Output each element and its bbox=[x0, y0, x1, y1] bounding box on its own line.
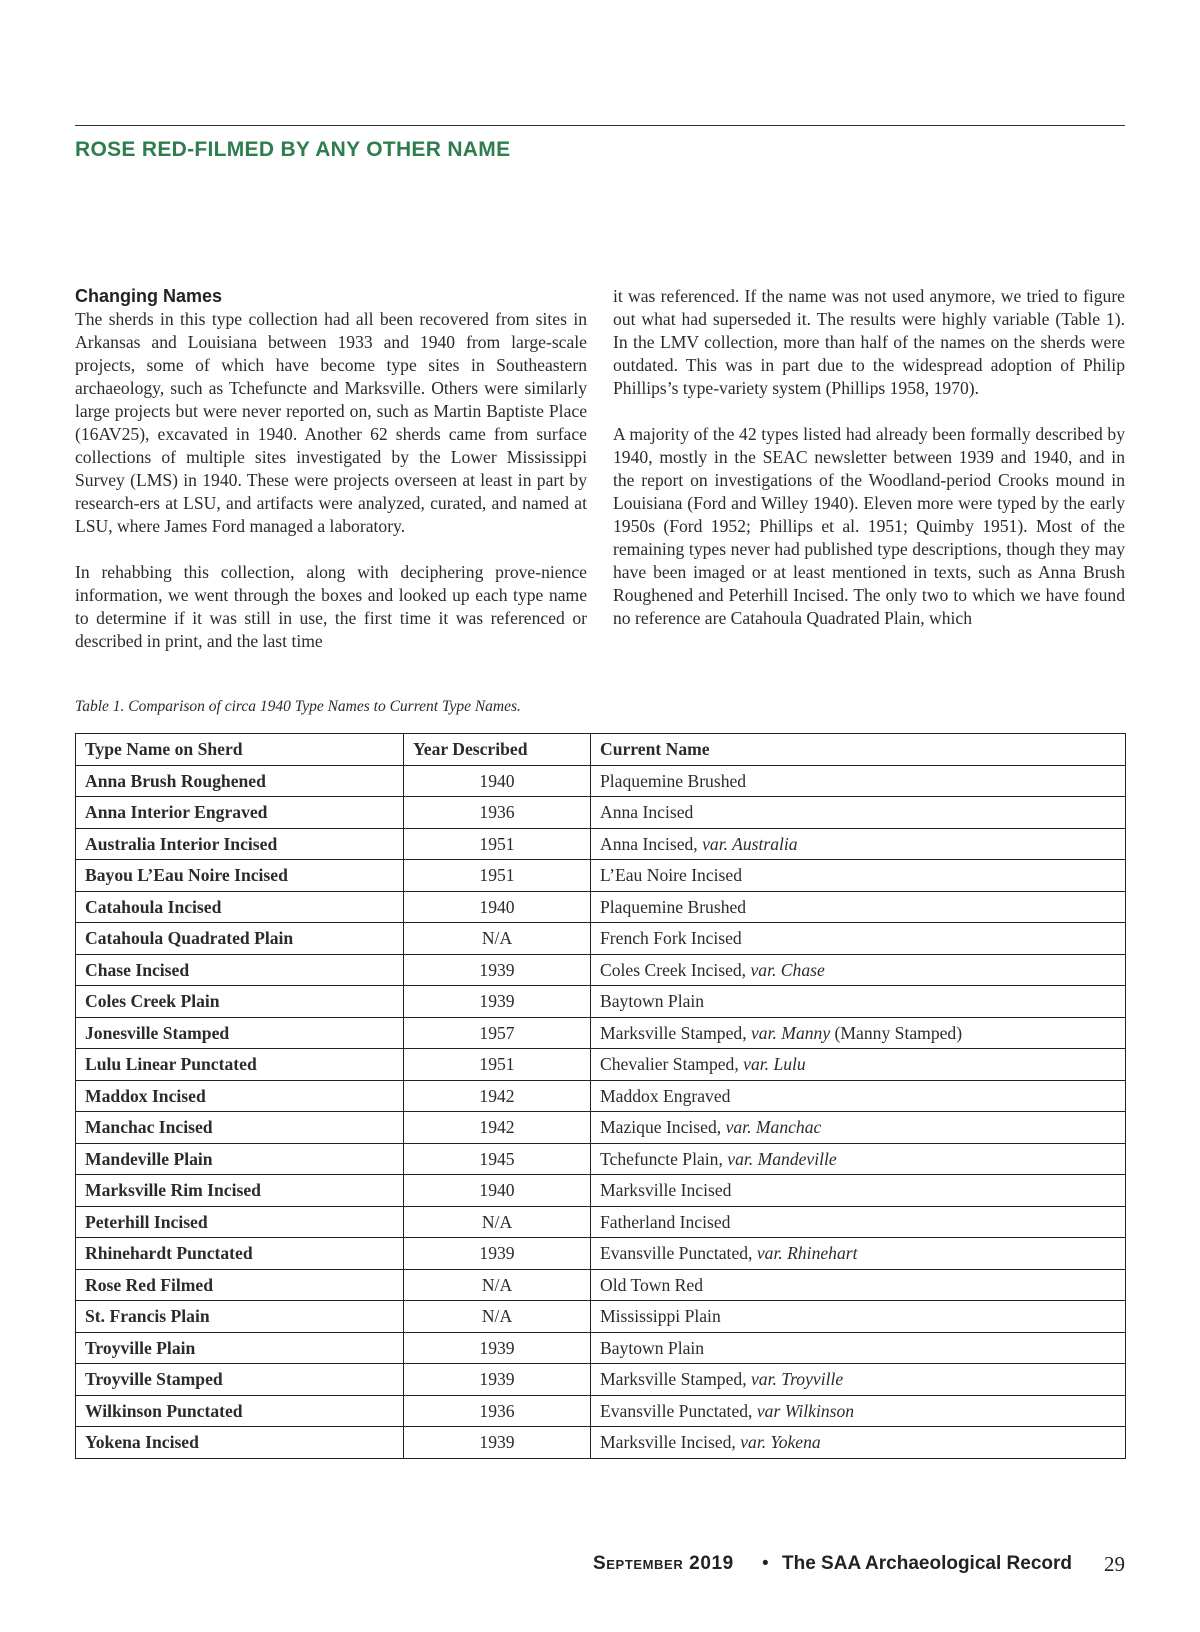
table-row bbox=[76, 1364, 1126, 1396]
footer-journal-title: The SAA Archaeological Record bbox=[782, 1553, 1072, 1574]
cell-year-described: 1957 bbox=[404, 1017, 591, 1049]
table-row bbox=[76, 1269, 1126, 1301]
cell-type-name: Troyville Stamped bbox=[76, 1364, 404, 1396]
cell-year-described: 1939 bbox=[404, 1238, 591, 1270]
current-name-text: Baytown Plain bbox=[600, 1337, 705, 1358]
current-name-suffix: (Manny Stamped) bbox=[830, 1022, 963, 1043]
type-names-table bbox=[75, 733, 1126, 1459]
cell-year-described: 1942 bbox=[404, 1080, 591, 1112]
table-row bbox=[76, 1049, 1126, 1081]
cell-year-described: 1951 bbox=[404, 860, 591, 892]
table-body bbox=[76, 765, 1126, 1458]
cell-current-name bbox=[591, 1364, 1126, 1396]
table-row bbox=[76, 1143, 1126, 1175]
body-paragraph: it was referenced. If the name was not used anymore, we tried to figure out what had superseded it. The results were highly variable (Table 1). In the LMV collection, more than half of the names on the sherds were outdated. This was in part due to the widespread adoption of Philip Phillips’s type-variety system (Phillips 1958, 1970). bbox=[613, 286, 1125, 398]
cell-current-name bbox=[591, 923, 1126, 955]
variety-text: var. Lulu bbox=[743, 1054, 806, 1075]
table-row bbox=[76, 765, 1126, 797]
cell-current-name bbox=[591, 1112, 1126, 1144]
column-header-type-name: Type Name on Sherd bbox=[76, 734, 404, 766]
table-row bbox=[76, 1301, 1126, 1333]
page-number: 29 bbox=[1104, 1552, 1125, 1576]
cell-type-name: Wilkinson Punctated bbox=[76, 1395, 404, 1427]
body-paragraph: In rehabbing this collection, along with deciphering prove-nience information, we went through the boxes and looked up each type name to determine if it was still in use, the first time it was referenced or described in print, and the last time bbox=[75, 562, 587, 651]
cell-current-name bbox=[591, 1175, 1126, 1207]
cell-year-described: 1939 bbox=[404, 1364, 591, 1396]
cell-current-name bbox=[591, 1017, 1126, 1049]
cell-type-name: Chase Incised bbox=[76, 954, 404, 986]
cell-year-described: N/A bbox=[404, 923, 591, 955]
cell-type-name: St. Francis Plain bbox=[76, 1301, 404, 1333]
table-row bbox=[76, 986, 1126, 1018]
current-name-text: Maddox Engraved bbox=[600, 1085, 731, 1106]
cell-type-name: Coles Creek Plain bbox=[76, 986, 404, 1018]
footer-separator: • bbox=[762, 1553, 769, 1574]
cell-year-described: 1942 bbox=[404, 1112, 591, 1144]
cell-year-described: 1936 bbox=[404, 797, 591, 829]
variety-text: var. Troyville bbox=[751, 1369, 844, 1390]
cell-type-name: Troyville Plain bbox=[76, 1332, 404, 1364]
current-name-text: Evansville Punctated, bbox=[600, 1400, 757, 1421]
cell-type-name: Yokena Incised bbox=[76, 1427, 404, 1459]
cell-current-name bbox=[591, 1143, 1126, 1175]
cell-year-described: 1939 bbox=[404, 986, 591, 1018]
header-rule bbox=[75, 125, 1125, 126]
cell-current-name bbox=[591, 891, 1126, 923]
cell-year-described: 1951 bbox=[404, 828, 591, 860]
variety-text: var. Yokena bbox=[740, 1432, 821, 1453]
current-name-text: Coles Creek Incised, bbox=[600, 959, 751, 980]
table-row bbox=[76, 828, 1126, 860]
cell-type-name: Rose Red Filmed bbox=[76, 1269, 404, 1301]
table-row bbox=[76, 1175, 1126, 1207]
cell-year-described: 1939 bbox=[404, 954, 591, 986]
cell-type-name: Australia Interior Incised bbox=[76, 828, 404, 860]
cell-current-name bbox=[591, 1269, 1126, 1301]
cell-current-name bbox=[591, 1332, 1126, 1364]
cell-current-name bbox=[591, 765, 1126, 797]
current-name-text: Tchefuncte Plain, bbox=[600, 1148, 728, 1169]
table-row bbox=[76, 923, 1126, 955]
current-name-text: Chevalier Stamped, bbox=[600, 1054, 744, 1075]
cell-year-described: 1939 bbox=[404, 1427, 591, 1459]
variety-text: var. Rhinehart bbox=[756, 1243, 858, 1264]
cell-current-name bbox=[591, 986, 1126, 1018]
cell-year-described: 1940 bbox=[404, 1175, 591, 1207]
table-row bbox=[76, 1206, 1126, 1238]
cell-type-name: Anna Interior Engraved bbox=[76, 797, 404, 829]
cell-current-name bbox=[591, 1427, 1126, 1459]
cell-year-described: 1936 bbox=[404, 1395, 591, 1427]
cell-year-described: N/A bbox=[404, 1269, 591, 1301]
table-row bbox=[76, 954, 1126, 986]
left-column bbox=[75, 285, 587, 676]
cell-year-described: N/A bbox=[404, 1206, 591, 1238]
body-paragraph: A majority of the 42 types listed had already been formally described by 1940, mostly in the SEAC newsletter between 1939 and 1940, and in the report on investigations of the Woodland-period Crooks mound in Louisiana (Ford and Willey 1940). Eleven more were typed by the early 1950s (Ford 1952; Phillips et al. 1951; Quimby 1951). Most of the remaining types never had published type descriptions, though they may have been imaged or at least mentioned in texts, such as Anna Brush Roughened and Peterhill Incised. The only two to which we have found no reference are Catahoula Quadrated Plain, which bbox=[613, 424, 1125, 628]
cell-year-described: 1951 bbox=[404, 1049, 591, 1081]
footer-date: September 2019 bbox=[593, 1553, 734, 1574]
table-row bbox=[76, 1112, 1126, 1144]
column-header-year: Year Described bbox=[404, 734, 591, 766]
current-name-text: Anna Incised bbox=[600, 802, 694, 823]
table-row bbox=[76, 860, 1126, 892]
cell-type-name: Manchac Incised bbox=[76, 1112, 404, 1144]
cell-type-name: Maddox Incised bbox=[76, 1080, 404, 1112]
current-name-text: Mississippi Plain bbox=[600, 1306, 721, 1327]
variety-text: var. Manchac bbox=[725, 1117, 822, 1138]
cell-type-name: Marksville Rim Incised bbox=[76, 1175, 404, 1207]
table-row bbox=[76, 1017, 1126, 1049]
cell-current-name bbox=[591, 1301, 1126, 1333]
variety-text: var. Australia bbox=[702, 833, 798, 854]
cell-current-name bbox=[591, 1049, 1126, 1081]
current-name-text: Evansville Punctated, bbox=[600, 1243, 757, 1264]
variety-text: var. Mandeville bbox=[727, 1148, 837, 1169]
cell-current-name bbox=[591, 1238, 1126, 1270]
cell-year-described: 1940 bbox=[404, 765, 591, 797]
variety-text: var Wilkinson bbox=[756, 1400, 855, 1421]
current-name-text: Baytown Plain bbox=[600, 991, 705, 1012]
current-name-text: Fatherland Incised bbox=[600, 1211, 731, 1232]
cell-current-name bbox=[591, 860, 1126, 892]
cell-year-described: 1940 bbox=[404, 891, 591, 923]
body-paragraph: The sherds in this type collection had all been recovered from sites in Arkansas and Louisiana between 1933 and 1940 from large-scale projects, some of which have become type sites in Southeastern archaeology, such as Tchefuncte and Marksville. Others were similarly large projects but were never reported on, such as Martin Baptiste Place (16AV25), excavated in 1940. Another 62 sherds came from surface collections of multiple sites investigated by the Lower Mississippi Survey (LMS) in 1940. These were projects overseen at least in part by research-ers at LSU, and artifacts were analyzed, curated, and named at LSU, where James Ford managed a laboratory. bbox=[75, 309, 587, 536]
variety-text: var. Manny bbox=[751, 1022, 831, 1043]
current-name-text: Marksville Stamped, bbox=[600, 1369, 751, 1390]
cell-current-name bbox=[591, 1395, 1126, 1427]
cell-current-name bbox=[591, 954, 1126, 986]
cell-year-described: N/A bbox=[404, 1301, 591, 1333]
cell-type-name: Catahoula Quadrated Plain bbox=[76, 923, 404, 955]
cell-type-name: Peterhill Incised bbox=[76, 1206, 404, 1238]
cell-current-name bbox=[591, 797, 1126, 829]
page-footer bbox=[590, 1553, 1125, 1583]
cell-type-name: Anna Brush Roughened bbox=[76, 765, 404, 797]
section-heading: Changing Names bbox=[75, 286, 223, 306]
current-name-text: Plaquemine Brushed bbox=[600, 896, 747, 917]
cell-type-name: Mandeville Plain bbox=[76, 1143, 404, 1175]
current-name-text: Old Town Red bbox=[600, 1274, 704, 1295]
table-header-row bbox=[76, 734, 1126, 766]
running-header-title: ROSE RED-FILMED BY ANY OTHER NAME bbox=[75, 138, 511, 161]
table-row bbox=[76, 1332, 1126, 1364]
current-name-text: Marksville Incised bbox=[600, 1180, 732, 1201]
cell-current-name bbox=[591, 828, 1126, 860]
current-name-text: L’Eau Noire Incised bbox=[600, 865, 743, 886]
current-name-text: Marksville Stamped, bbox=[600, 1022, 751, 1043]
cell-type-name: Lulu Linear Punctated bbox=[76, 1049, 404, 1081]
cell-year-described: 1945 bbox=[404, 1143, 591, 1175]
right-column bbox=[613, 285, 1125, 653]
current-name-text: Marksville Incised, bbox=[600, 1432, 741, 1453]
current-name-text: French Fork Incised bbox=[600, 928, 742, 949]
current-name-text: Anna Incised, bbox=[600, 833, 703, 854]
current-name-text: Plaquemine Brushed bbox=[600, 770, 747, 791]
column-header-current-name: Current Name bbox=[591, 734, 1126, 766]
variety-text: var. Chase bbox=[750, 959, 825, 980]
table-row bbox=[76, 1080, 1126, 1112]
cell-type-name: Catahoula Incised bbox=[76, 891, 404, 923]
cell-current-name bbox=[591, 1080, 1126, 1112]
table-row bbox=[76, 1395, 1126, 1427]
table-row bbox=[76, 1238, 1126, 1270]
table-row bbox=[76, 1427, 1126, 1459]
table-row bbox=[76, 891, 1126, 923]
table-row bbox=[76, 797, 1126, 829]
cell-type-name: Jonesville Stamped bbox=[76, 1017, 404, 1049]
cell-type-name: Rhinehardt Punctated bbox=[76, 1238, 404, 1270]
cell-current-name bbox=[591, 1206, 1126, 1238]
table-caption: Table 1. Comparison of circa 1940 Type Names to Current Type Names. bbox=[75, 698, 521, 715]
cell-type-name: Bayou L’Eau Noire Incised bbox=[76, 860, 404, 892]
cell-year-described: 1939 bbox=[404, 1332, 591, 1364]
current-name-text: Mazique Incised, bbox=[600, 1117, 726, 1138]
